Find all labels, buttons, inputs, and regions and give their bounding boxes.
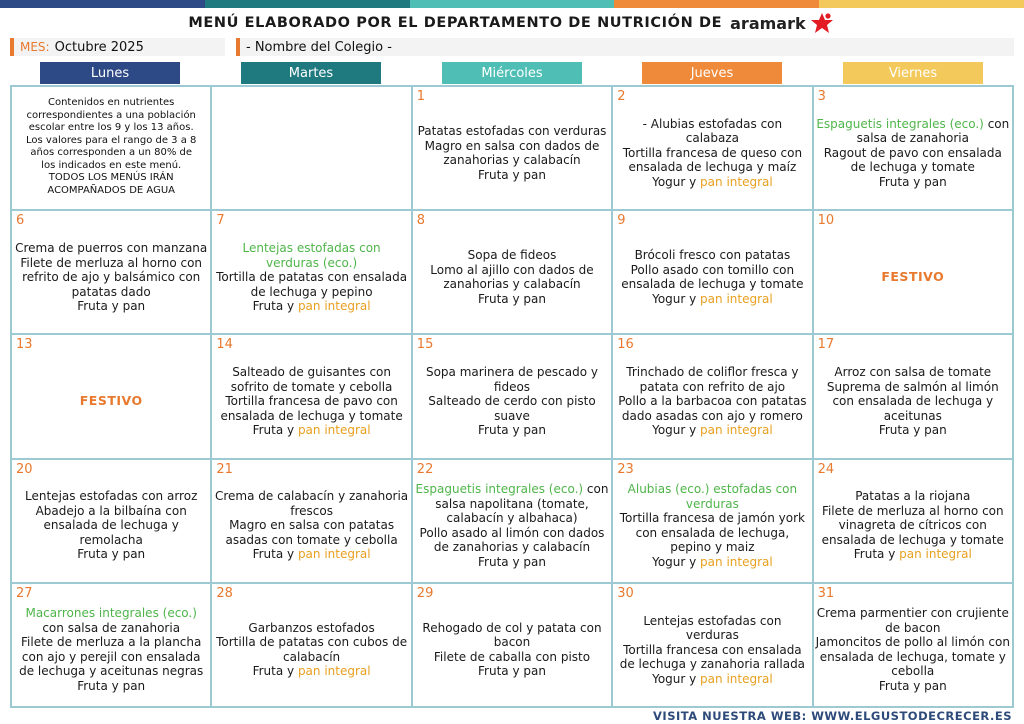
menu-dish — [214, 270, 408, 299]
dish-text: Tortilla francesa de pavo con ensalada de lechuga y tomate — [220, 394, 403, 423]
dish-text: Ragout de pavo con ensalada de lechuga y tomate — [823, 145, 1002, 175]
weekday-tab-jueves: Jueves — [642, 62, 782, 84]
menu-dish — [816, 635, 1010, 679]
menu-content — [212, 105, 410, 209]
dish-text: Fruta y — [252, 423, 298, 438]
day-number: 9 — [617, 213, 626, 229]
menu-dish — [816, 146, 1010, 175]
top-bar-segment — [819, 0, 1024, 8]
dish-text: Fruta y pan — [878, 678, 947, 693]
calendar-cell — [813, 459, 1013, 583]
day-number: 28 — [216, 585, 233, 601]
menu-dish — [615, 365, 809, 394]
calendar-cell — [11, 210, 211, 334]
menu-dish — [879, 175, 947, 190]
dish-text: - Alubias estofadas con calabaza — [642, 116, 783, 146]
day-number: 22 — [416, 461, 434, 477]
calendar-cell — [813, 334, 1013, 458]
dish-text: Fruta y pan — [478, 291, 546, 306]
dish-text: Tortilla de patatas con cubos de calabacín — [216, 635, 408, 664]
brand-name: aramark — [730, 13, 806, 33]
menu-dish — [415, 621, 609, 650]
calendar-cell — [412, 86, 612, 210]
menu-dish — [615, 263, 809, 292]
menu-dish — [816, 606, 1010, 635]
menu-dish — [478, 423, 546, 438]
menu-content — [12, 353, 210, 457]
day-number: 13 — [16, 337, 33, 353]
menu-dish — [14, 256, 208, 300]
menu-dish — [615, 614, 809, 643]
footer — [0, 708, 1024, 724]
menu-dish — [415, 526, 609, 555]
top-bar-segment — [205, 0, 410, 8]
menu-dish — [77, 299, 145, 314]
menu-dish — [652, 555, 773, 570]
weekday-tab-viernes: Viernes — [843, 62, 983, 84]
dish-text: Filete de merluza al horno con refrito de ajo y balsámico con patatas dado — [20, 255, 203, 299]
holiday-label: FESTIVO — [79, 393, 143, 409]
menu-dish — [478, 168, 546, 183]
menu-dish — [214, 365, 408, 394]
eco-dish-text: Espaguetis integrales (eco.) — [816, 116, 984, 131]
month-label: MES: — [20, 40, 50, 54]
menu-dish — [77, 547, 145, 562]
calendar-cell — [813, 210, 1013, 334]
weekday-tab-martes: Martes — [241, 62, 381, 84]
menu-content — [413, 478, 611, 582]
menu-content — [814, 353, 1012, 457]
header — [0, 10, 1024, 36]
menu-dish — [615, 117, 809, 146]
menu-dish — [253, 664, 371, 679]
dish-text: Rehogado de col y patata con bacon — [422, 620, 602, 650]
menu-dish — [652, 672, 773, 687]
dish-text: Magro en salsa con dados de zanahorias y calabacín — [424, 138, 600, 168]
day-number: 20 — [16, 461, 33, 477]
day-number: 10 — [817, 213, 835, 229]
menu-content — [613, 602, 811, 706]
menu-dish — [652, 175, 773, 190]
menu-calendar-grid — [10, 85, 1014, 708]
dish-text: con salsa napolitana (tomate, calabacín y albahaca) — [435, 482, 609, 526]
whole-bread-text: pan integral — [700, 291, 773, 306]
menu-content — [613, 478, 811, 582]
menu-dish — [253, 299, 371, 314]
nutrition-note: Contenidos en nutrientes correspondientes a una población escolar entre los 9 y los 13 años. Los valores para el rango de 3 a 8 años corresponden a un 80% de los indicados en este menú. TODOS LOS MENÚS IRÁN ACOMPAÑADOS DE AGUA — [26, 97, 197, 196]
dish-text: Patatas estofadas con verduras — [417, 124, 607, 139]
dish-text: Lentejas estofadas con verduras — [643, 613, 782, 643]
dish-text: Fruta y pan — [878, 423, 947, 438]
dish-text: Fruta y — [252, 664, 298, 679]
menu-content — [212, 229, 410, 333]
day-number: 16 — [617, 337, 634, 353]
weekday-tab-miercoles: Miércoles — [442, 62, 582, 84]
menu-content — [613, 353, 811, 457]
menu-dish — [834, 365, 991, 380]
menu-dish — [478, 664, 546, 679]
dish-text: Fruta y pan — [478, 664, 546, 679]
dish-text: Patatas a la riojana — [855, 489, 971, 504]
menu-dish — [248, 621, 374, 636]
dish-text: Arroz con salsa de tomate — [834, 365, 992, 380]
dish-text: Sopa de fideos — [467, 248, 557, 263]
menu-dish — [615, 643, 809, 672]
school-name: - Nombre del Colegio - — [246, 39, 392, 55]
calendar-cell — [612, 583, 812, 707]
top-bar-segment — [0, 0, 205, 8]
day-number: 14 — [216, 337, 233, 353]
day-number: 31 — [817, 585, 835, 601]
menu-content — [212, 478, 410, 582]
dish-text: Pollo asado al limón con dados de zanahorias y calabacín — [419, 525, 605, 555]
menu-dish — [14, 504, 208, 548]
calendar-cell — [612, 210, 812, 334]
calendar-cell — [612, 459, 812, 583]
menu-dish — [418, 124, 607, 139]
school-field — [236, 38, 1014, 56]
menu-content — [212, 353, 410, 457]
menu-dish — [879, 679, 947, 694]
day-number: 21 — [216, 461, 233, 477]
dish-text: Fruta y pan — [77, 678, 146, 693]
dish-text: Fruta y pan — [878, 174, 947, 189]
whole-bread-text: pan integral — [700, 423, 773, 438]
dish-text: Pollo asado con tomillo con ensalada de lechuga y tomate — [621, 262, 804, 292]
menu-dish — [14, 606, 208, 635]
whole-bread-text: pan integral — [297, 664, 371, 679]
dish-text: Fruta y — [252, 299, 298, 314]
day-number: 15 — [416, 337, 434, 353]
dish-text: Crema de puerros con manzana — [15, 241, 208, 256]
menu-dish — [652, 423, 773, 438]
menu-dish — [415, 263, 609, 292]
menu-content — [814, 229, 1012, 333]
menu-dish — [77, 679, 145, 694]
menu-dish — [615, 394, 809, 423]
calendar-cell — [612, 86, 812, 210]
menu-dish — [415, 365, 609, 394]
menu-content — [413, 105, 611, 209]
dish-text: Salteado de guisantes con sofrito de tomate y cebolla — [230, 365, 393, 394]
calendar-cell — [211, 334, 411, 458]
dish-text: Filete de merluza al horno con vinagreta de cítricos con ensalada de lechuga y tomate — [821, 503, 1004, 547]
menu-dish — [615, 511, 809, 555]
top-bar-segment — [410, 0, 615, 8]
menu-dish — [415, 482, 609, 526]
menu-dish — [615, 482, 809, 511]
calendar-cell — [11, 86, 211, 210]
menu-dish — [253, 423, 371, 438]
dish-text: Sopa marinera de pescado y fideos — [425, 365, 599, 394]
dish-text: Fruta y pan — [478, 167, 546, 182]
page-title: MENÚ ELABORADO POR EL DEPARTAMENTO DE NUTRICIÓN DE — [188, 15, 723, 31]
calendar-cell — [612, 334, 812, 458]
menu-dish — [415, 139, 609, 168]
menu-dish — [25, 489, 197, 504]
whole-bread-text: pan integral — [899, 547, 972, 562]
menu-dish — [415, 394, 609, 423]
day-number: 27 — [16, 585, 33, 601]
calendar-cell — [11, 583, 211, 707]
top-color-bar — [0, 0, 1024, 8]
day-number: 1 — [416, 89, 426, 104]
dish-text: con salsa de zanahoria — [856, 116, 1010, 146]
dish-text: Yogur y — [652, 671, 701, 686]
menu-dish — [214, 489, 408, 518]
eco-dish-text: Alubias (eco.) estofadas con verduras — [627, 482, 798, 511]
menu-dish — [816, 504, 1010, 548]
menu-dish — [214, 394, 408, 423]
menu-dish — [214, 241, 408, 270]
menu-content — [12, 478, 210, 582]
menu-dish — [652, 292, 773, 307]
weekday-tab-lunes: Lunes — [40, 62, 180, 84]
calendar-cell — [211, 86, 411, 210]
month-value: Octubre 2025 — [54, 39, 144, 55]
menu-dish — [478, 292, 546, 307]
whole-bread-text: pan integral — [297, 423, 371, 438]
dish-text: Crema de calabacín y zanahoria frescos — [215, 489, 409, 518]
menu-content — [212, 602, 410, 706]
dish-text: Filete de merluza a la plancha con ajo y perejil con ensalada de lechuga y aceitunas negras — [19, 635, 204, 679]
menu-dish — [468, 248, 557, 263]
dish-text: Yogur y — [652, 554, 701, 569]
day-number: 17 — [817, 337, 835, 353]
whole-bread-text: pan integral — [297, 547, 371, 562]
calendar-cell — [813, 583, 1013, 707]
calendar-cell — [412, 459, 612, 583]
weekday-header — [10, 62, 1014, 84]
whole-bread-text: pan integral — [700, 554, 773, 569]
dish-text: Lentejas estofadas con arroz — [25, 489, 198, 504]
dish-text: Jamoncitos de pollo al limón con ensalada de lechuga, tomate y cebolla — [815, 635, 1010, 679]
whole-bread-text: pan integral — [700, 671, 773, 686]
dish-text: Crema parmentier con crujiente de bacon — [816, 606, 1009, 635]
day-number: 7 — [216, 213, 225, 229]
dish-text: Fruta y — [252, 547, 298, 562]
dish-text: Yogur y — [652, 174, 701, 189]
calendar-cell — [211, 210, 411, 334]
dish-text: Salteado de cerdo con pisto suave — [428, 394, 596, 423]
menu-dish — [214, 635, 408, 664]
menu-dish — [854, 547, 972, 562]
dish-text: Abadejo a la bilbaína con ensalada de lechuga y remolacha — [35, 503, 187, 547]
dish-text: Magro en salsa con patatas asadas con tomate y cebolla — [225, 518, 398, 547]
dish-text: Pollo a la barbacoa con patatas dado asadas con ajo y romero — [618, 394, 807, 423]
day-number: 8 — [416, 213, 426, 229]
top-bar-segment — [614, 0, 819, 8]
dish-text: Trinchado de coliflor fresca y patata con refrito de ajo — [626, 365, 799, 394]
dish-text: Fruta y pan — [77, 547, 146, 562]
menu-content — [613, 105, 811, 209]
dish-text: Lomo al ajillo con dados de zanahorias y calabacín — [430, 262, 594, 292]
day-number: 23 — [617, 461, 634, 477]
info-row — [10, 38, 1014, 56]
calendar-cell — [813, 86, 1013, 210]
month-field — [10, 38, 225, 56]
menu-content — [814, 105, 1012, 209]
brand-logo — [730, 12, 835, 34]
dish-text: Garbanzos estofados — [248, 620, 375, 635]
dish-text: Fruta y pan — [478, 423, 546, 438]
menu-dish — [816, 117, 1010, 146]
eco-dish-text: Espaguetis integrales (eco.) — [415, 482, 584, 497]
day-number: 24 — [817, 461, 835, 477]
menu-content — [12, 229, 210, 333]
day-number: 29 — [416, 585, 434, 601]
menu-dish — [434, 650, 590, 665]
dish-text: Fruta y pan — [478, 554, 546, 569]
menu-content — [613, 229, 811, 333]
dish-text: Yogur y — [652, 423, 701, 438]
menu-content — [413, 353, 611, 457]
calendar-cell — [11, 459, 211, 583]
day-number: 30 — [617, 585, 634, 601]
whole-bread-text: pan integral — [700, 174, 773, 189]
dish-text: Tortilla francesa de jamón york con ensalada de lechuga, pepino y maiz — [619, 511, 806, 555]
day-number — [212, 87, 410, 105]
calendar-cell — [412, 334, 612, 458]
dish-text: Filete de caballa con pisto — [433, 649, 591, 664]
day-number: 2 — [617, 89, 626, 104]
dish-text: Fruta y pan — [77, 299, 146, 314]
menu-dish — [635, 248, 791, 263]
dish-text: Fruta y — [853, 547, 900, 562]
menu-dish — [816, 380, 1010, 424]
menu-dish — [14, 635, 208, 679]
holiday-label: FESTIVO — [881, 269, 945, 285]
calendar-cell — [211, 459, 411, 583]
star-person-logo-icon — [808, 12, 836, 34]
eco-dish-text: Macarrones integrales (eco.) — [25, 606, 197, 621]
menu-dish — [253, 547, 371, 562]
dish-text: Yogur y — [652, 291, 701, 306]
dish-text: Tortilla francesa de queso con ensalada de lechuga y maíz — [622, 145, 803, 175]
menu-dish — [855, 489, 970, 504]
menu-dish — [615, 146, 809, 175]
calendar-cell — [412, 583, 612, 707]
menu-content — [12, 602, 210, 706]
website-link[interactable]: VISITA NUESTRA WEB: WWW.ELGUSTODECRECER.ES — [653, 709, 1012, 723]
calendar-cell — [11, 334, 211, 458]
day-number: 3 — [817, 89, 826, 104]
menu-content — [413, 602, 611, 706]
dish-text: Suprema de salmón al limón con ensalada de lechuga y aceitunas — [826, 379, 999, 423]
menu-dish — [478, 555, 546, 570]
menu-dish — [15, 241, 207, 256]
dish-text: Tortilla de patatas con ensalada de lechuga y pepino — [216, 270, 408, 299]
eco-dish-text: Lentejas estofadas con verduras (eco.) — [242, 241, 381, 270]
day-number: 6 — [16, 213, 25, 229]
dish-text: Tortilla francesa con ensalada de lechuga y zanahoria rallada — [619, 642, 806, 672]
whole-bread-text: pan integral — [297, 299, 371, 314]
calendar-cell — [412, 210, 612, 334]
menu-dish — [879, 423, 947, 438]
menu-dish — [214, 518, 408, 547]
menu-content — [814, 602, 1012, 706]
calendar-cell — [211, 583, 411, 707]
menu-content — [413, 229, 611, 333]
menu-content — [814, 478, 1012, 582]
dish-text: con salsa de zanahoria — [42, 620, 181, 635]
dish-text: Brócoli fresco con patatas — [634, 248, 791, 263]
